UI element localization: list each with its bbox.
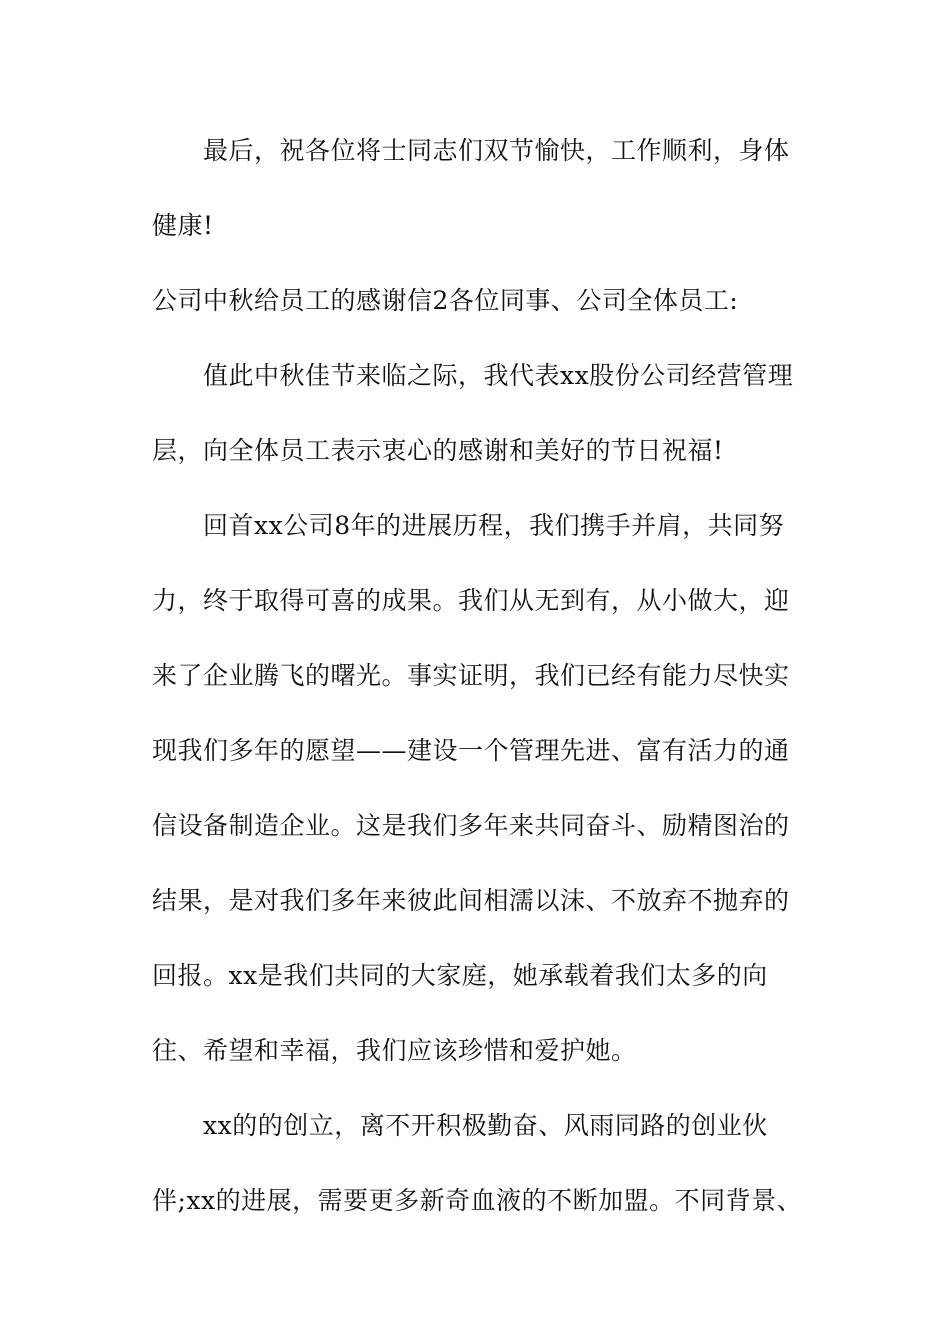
text-line: 值此中秋佳节来临之际，我代表xx股份公司经营管理 [203,361,794,390]
text-line: 最后，祝各位将士同志们双节愉快，工作顺利，身体 [203,136,790,165]
text-line: 往、希望和幸福，我们应该珍惜和爱护她。 [152,1036,637,1065]
text-line: 健康! [152,211,214,240]
text-line: 公司中秋给员工的感谢信2各位同事、公司全体员工: [152,286,739,315]
text-line: 伴;xx的进展，需要更多新奇血液的不断加盟。不同背景、 [152,1186,803,1215]
text-line: xx的的创立，离不开积极勤奋、风雨同路的创业伙 [203,1111,768,1140]
text-line: 回首xx公司8年的进展历程，我们携手并肩，共同努 [203,511,785,540]
text-line: 力，终于取得可喜的成果。我们从无到有，从小做大，迎 [152,586,790,615]
text-line: 回报。xx是我们共同的大家庭，她承载着我们太多的向 [152,961,768,990]
text-line: 现我们多年的愿望——建设一个管理先进、富有活力的通 [152,736,790,765]
text-line: 结果，是对我们多年来彼此间相濡以沫、不放弃不抛弃的 [152,886,790,915]
text-line: 层，向全体员工表示衷心的感谢和美好的节日祝福! [152,436,724,465]
text-line: 信设备制造企业。这是我们多年来共同奋斗、励精图治的 [152,811,790,840]
text-line: 来了企业腾飞的曙光。事实证明，我们已经有能力尽快实 [152,661,790,690]
